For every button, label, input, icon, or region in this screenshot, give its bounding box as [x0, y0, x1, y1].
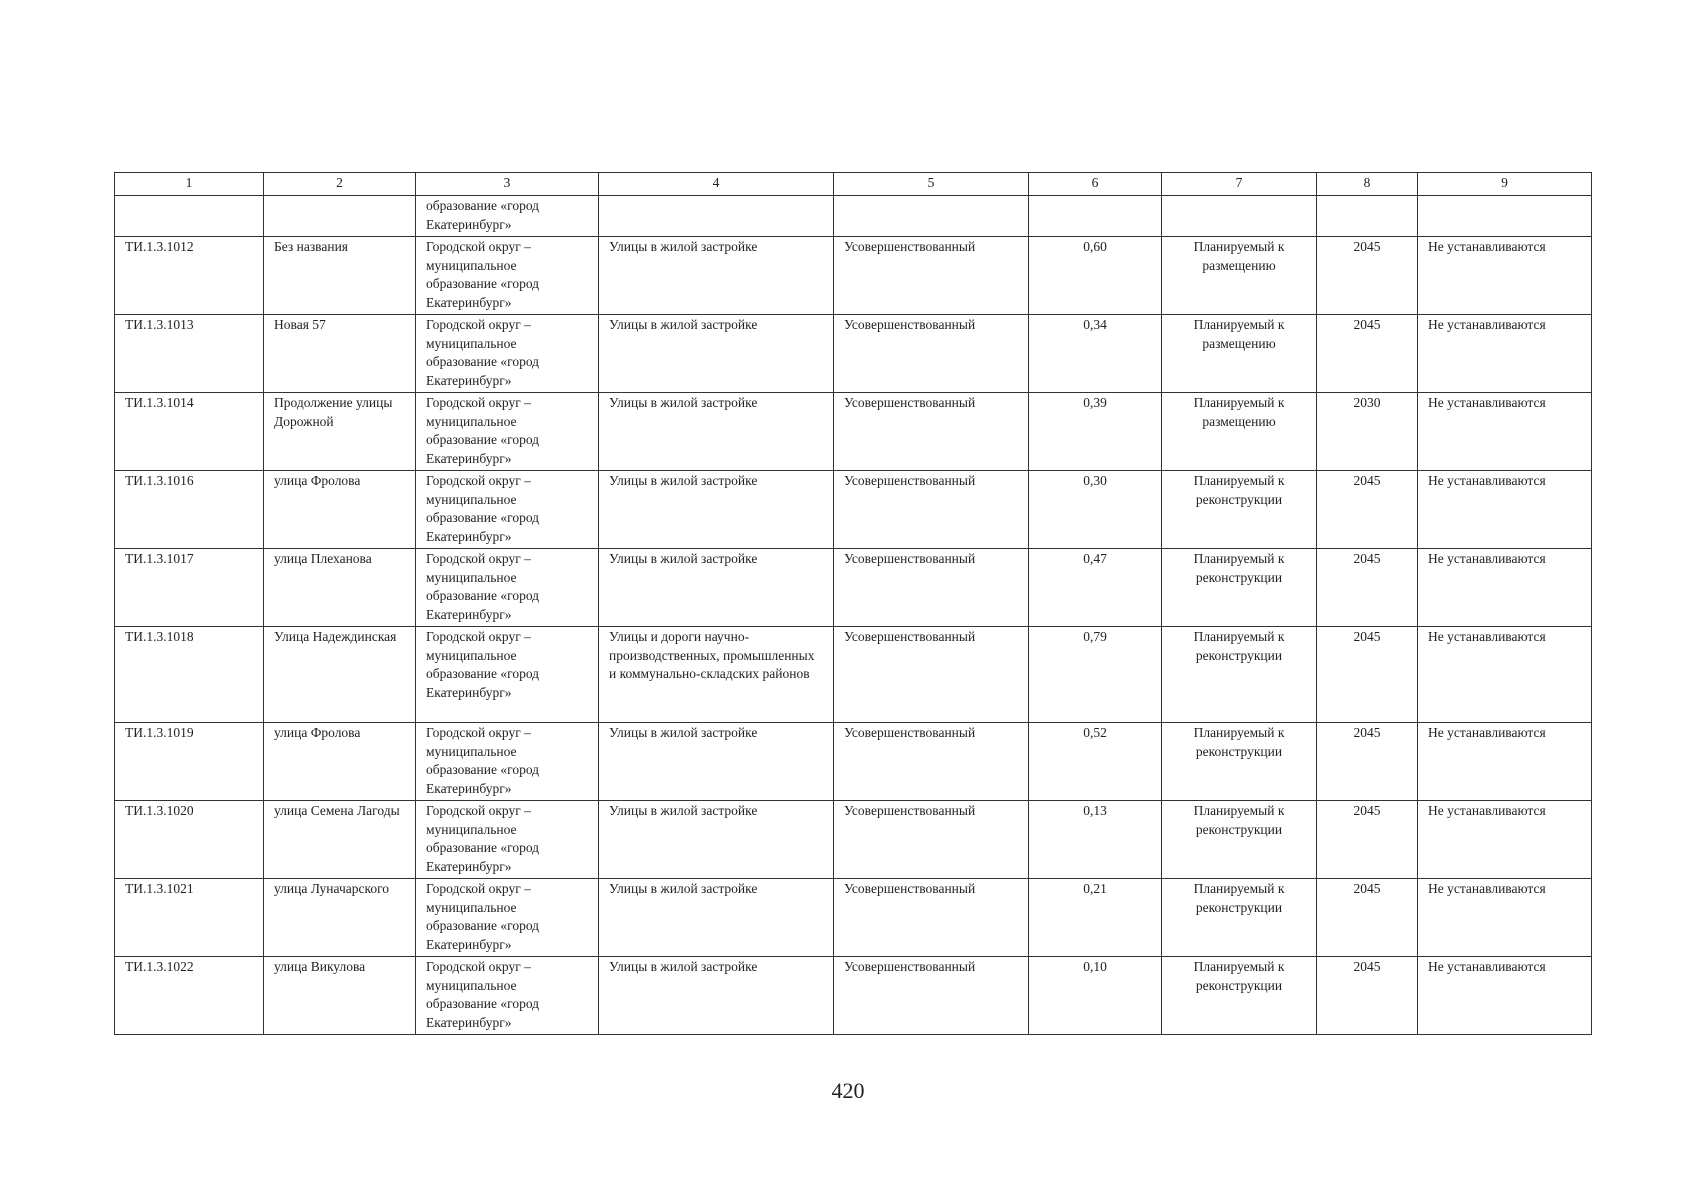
table-cell [1418, 196, 1592, 237]
table-row [115, 879, 1592, 957]
table-cell: ТИ.1.3.1020 [115, 801, 264, 879]
table-cell: 0,34 [1029, 315, 1162, 393]
table-cell: 2045 [1317, 237, 1418, 315]
table-cell: Усовершенствованный [834, 801, 1029, 879]
table-cell: улица Фролова [264, 723, 416, 801]
table-cell: Не устанавливаются [1418, 723, 1592, 801]
table-cell: Планируемый к реконструкции [1162, 627, 1317, 723]
table-cell: ТИ.1.3.1022 [115, 957, 264, 1035]
table-cell: Новая 57 [264, 315, 416, 393]
header-row [115, 173, 1592, 196]
table-cell: 0,13 [1029, 801, 1162, 879]
column-header-9: 9 [1418, 173, 1592, 196]
table-row [115, 237, 1592, 315]
table-cell [834, 196, 1029, 237]
column-header-5: 5 [834, 173, 1029, 196]
table-row [115, 393, 1592, 471]
table-cell: 2045 [1317, 957, 1418, 1035]
data-table [114, 172, 1592, 1035]
table-cell: Городской округ – муниципальное образование «город Екатеринбург» [416, 879, 599, 957]
table-cell: Не устанавливаются [1418, 471, 1592, 549]
table-cell: Не устанавливаются [1418, 879, 1592, 957]
table-cell: 0,60 [1029, 237, 1162, 315]
table-cell [1029, 196, 1162, 237]
table-cell: Планируемый к размещению [1162, 237, 1317, 315]
table-cell: 0,39 [1029, 393, 1162, 471]
table-cell: ТИ.1.3.1017 [115, 549, 264, 627]
table-row [115, 801, 1592, 879]
table-cell: Городской округ – муниципальное образование «город Екатеринбург» [416, 957, 599, 1035]
table-cell: ТИ.1.3.1014 [115, 393, 264, 471]
table-cell: 2045 [1317, 315, 1418, 393]
table-cell: 2045 [1317, 723, 1418, 801]
table-cell: Усовершенствованный [834, 723, 1029, 801]
table-cell: Усовершенствованный [834, 237, 1029, 315]
table-cell: Усовершенствованный [834, 549, 1029, 627]
table-header [115, 173, 1592, 196]
table-cell: улица Плеханова [264, 549, 416, 627]
table-cell: Улицы в жилой застройке [599, 879, 834, 957]
table-cell: 2045 [1317, 627, 1418, 723]
table-cell: Улица Надеждинская [264, 627, 416, 723]
column-header-2: 2 [264, 173, 416, 196]
table-cell: Улицы в жилой застройке [599, 393, 834, 471]
table-cell: Усовершенствованный [834, 393, 1029, 471]
column-header-4: 4 [599, 173, 834, 196]
table-row [115, 471, 1592, 549]
table-cell: Планируемый к размещению [1162, 315, 1317, 393]
table-cell: ТИ.1.3.1013 [115, 315, 264, 393]
table-cell: ТИ.1.3.1016 [115, 471, 264, 549]
table-cell: Городской округ – муниципальное образование «город Екатеринбург» [416, 237, 599, 315]
column-header-1: 1 [115, 173, 264, 196]
table-cell [1317, 196, 1418, 237]
table-cell: Улицы в жилой застройке [599, 237, 834, 315]
column-header-6: 6 [1029, 173, 1162, 196]
table-cell [1162, 196, 1317, 237]
table-cell: Городской округ – муниципальное образование «город Екатеринбург» [416, 471, 599, 549]
table-cell: Городской округ – муниципальное образование «город Екатеринбург» [416, 627, 599, 723]
table-cell: Не устанавливаются [1418, 315, 1592, 393]
table-cell: Продолжение улицы Дорожной [264, 393, 416, 471]
table-cell: Улицы в жилой застройке [599, 471, 834, 549]
table-cell: Улицы в жилой застройке [599, 957, 834, 1035]
table-cell: Планируемый к реконструкции [1162, 957, 1317, 1035]
table-row [115, 723, 1592, 801]
table-cell [115, 196, 264, 237]
table-cell: ТИ.1.3.1012 [115, 237, 264, 315]
table-cell: Городской округ – муниципальное образование «город Екатеринбург» [416, 393, 599, 471]
table-cell: Не устанавливаются [1418, 801, 1592, 879]
table-cell: улица Фролова [264, 471, 416, 549]
column-header-7: 7 [1162, 173, 1317, 196]
table-row [115, 627, 1592, 723]
table-cell: улица Семена Лагоды [264, 801, 416, 879]
table-cell: 2045 [1317, 471, 1418, 549]
table-cell: ТИ.1.3.1019 [115, 723, 264, 801]
table-cell: 2045 [1317, 879, 1418, 957]
continuation-row [115, 196, 1592, 237]
table-cell: 0,52 [1029, 723, 1162, 801]
table-cell: образование «город Екатеринбург» [416, 196, 599, 237]
table-cell: Планируемый к реконструкции [1162, 549, 1317, 627]
table-cell: Усовершенствованный [834, 627, 1029, 723]
table-cell: Не устанавливаются [1418, 957, 1592, 1035]
table-cell: 0,21 [1029, 879, 1162, 957]
table-cell: Не устанавливаются [1418, 237, 1592, 315]
table-cell: Без названия [264, 237, 416, 315]
table-cell: 0,30 [1029, 471, 1162, 549]
table-cell: улица Викулова [264, 957, 416, 1035]
table-body [115, 196, 1592, 1035]
table-cell: 0,79 [1029, 627, 1162, 723]
table-cell: 0,10 [1029, 957, 1162, 1035]
table-cell: Планируемый к реконструкции [1162, 723, 1317, 801]
table-cell: 2045 [1317, 549, 1418, 627]
table-cell: 0,47 [1029, 549, 1162, 627]
table-cell: Городской округ – муниципальное образование «город Екатеринбург» [416, 315, 599, 393]
table-cell: Городской округ – муниципальное образование «город Екатеринбург» [416, 801, 599, 879]
table-row [115, 549, 1592, 627]
table-cell [264, 196, 416, 237]
table-cell: Улицы в жилой застройке [599, 801, 834, 879]
table-row [115, 957, 1592, 1035]
table-cell: Улицы в жилой застройке [599, 315, 834, 393]
table-cell [599, 196, 834, 237]
table-cell: Планируемый к реконструкции [1162, 801, 1317, 879]
table-cell: 2045 [1317, 801, 1418, 879]
table-cell: Городской округ – муниципальное образование «город Екатеринбург» [416, 549, 599, 627]
page-number: 420 [831, 1078, 865, 1103]
column-header-3: 3 [416, 173, 599, 196]
table-cell: 2030 [1317, 393, 1418, 471]
table-cell: Улицы в жилой застройке [599, 549, 834, 627]
column-header-8: 8 [1317, 173, 1418, 196]
table-cell: Усовершенствованный [834, 315, 1029, 393]
table-cell: Не устанавливаются [1418, 627, 1592, 723]
table-cell: Не устанавливаются [1418, 549, 1592, 627]
table-cell: Планируемый к размещению [1162, 393, 1317, 471]
table-cell: Усовершенствованный [834, 957, 1029, 1035]
table-cell: улица Луначарского [264, 879, 416, 957]
table-cell: ТИ.1.3.1018 [115, 627, 264, 723]
table-cell: Не устанавливаются [1418, 393, 1592, 471]
table-cell: Усовершенствованный [834, 471, 1029, 549]
table-cell: Улицы в жилой застройке [599, 723, 834, 801]
table-row [115, 315, 1592, 393]
table-cell: Городской округ – муниципальное образование «город Екатеринбург» [416, 723, 599, 801]
table-cell: Улицы и дороги научно-производственных, промышленных и коммунально-складских районов [599, 627, 834, 723]
table-cell: ТИ.1.3.1021 [115, 879, 264, 957]
table-cell: Планируемый к реконструкции [1162, 879, 1317, 957]
table-cell: Планируемый к реконструкции [1162, 471, 1317, 549]
table-cell: Усовершенствованный [834, 879, 1029, 957]
